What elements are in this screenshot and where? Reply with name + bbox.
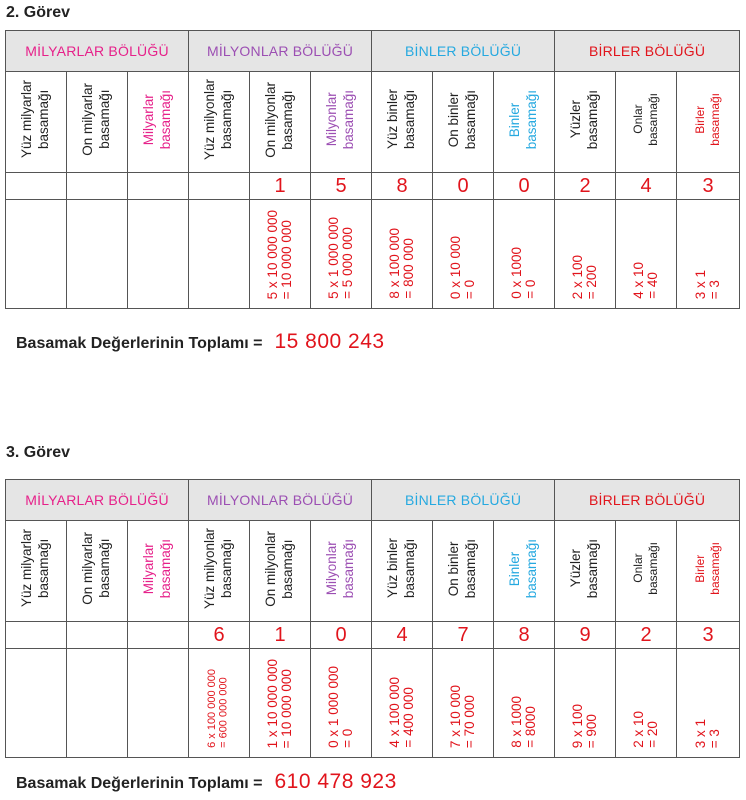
task-3-sum-line bbox=[16, 770, 397, 794]
value-cell bbox=[128, 200, 189, 309]
section-header-milyarlar: MİLYARLAR BÖLÜĞÜ bbox=[6, 480, 189, 521]
digit-cell: 3 bbox=[677, 622, 740, 649]
digit-cell bbox=[128, 622, 189, 649]
place-label-yuz-binler: Yüz binler basamağı bbox=[372, 521, 433, 622]
value-cell: 2 x 10 = 20 bbox=[616, 649, 677, 758]
place-label-on-milyarlar: On milyarlar basamağı bbox=[67, 72, 128, 173]
value-cell: 3 x 1 = 3 bbox=[677, 649, 740, 758]
value-cell: 0 x 10 000 = 0 bbox=[433, 200, 494, 309]
sum-value: 610 478 923 bbox=[274, 770, 397, 793]
place-label-milyarlar: Milyarlar basamağı bbox=[128, 72, 189, 173]
digit-cell: 4 bbox=[372, 622, 433, 649]
place-label-on-milyonlar: On milyonlar basamağı bbox=[250, 72, 311, 173]
sum-label: Basamak Değerlerinin Toplamı = bbox=[16, 335, 263, 352]
value-cell bbox=[67, 649, 128, 758]
digit-cell: 4 bbox=[616, 173, 677, 200]
value-cell: 2 x 100 = 200 bbox=[555, 200, 616, 309]
section-header-binler: BİNLER BÖLÜĞÜ bbox=[372, 480, 555, 521]
value-cell: 0 x 1000 = 0 bbox=[494, 200, 555, 309]
section-header-milyonlar: MİLYONLAR BÖLÜĞÜ bbox=[189, 31, 372, 72]
place-label-milyarlar: Milyarlar basamağı bbox=[128, 521, 189, 622]
digit-cell: 9 bbox=[555, 622, 616, 649]
place-label-onlar: Onlar basamağı bbox=[616, 521, 677, 622]
value-cell bbox=[6, 649, 67, 758]
section-header-birler: BİRLER BÖLÜĞÜ bbox=[555, 480, 740, 521]
value-cell: 8 x 1000 = 8000 bbox=[494, 649, 555, 758]
value-cell: 0 x 1 000 000 = 0 bbox=[311, 649, 372, 758]
digit-cell bbox=[128, 173, 189, 200]
value-cell bbox=[6, 200, 67, 309]
task-2-title: 2. Görev bbox=[6, 4, 71, 21]
place-label-birler: Birler basamağı bbox=[677, 521, 740, 622]
value-cell: 7 x 10 000 = 70 000 bbox=[433, 649, 494, 758]
digit-cell bbox=[189, 173, 250, 200]
digit-cell: 1 bbox=[250, 173, 311, 200]
place-label-binler: Binler basamağı bbox=[494, 521, 555, 622]
task-2-sum-line bbox=[16, 330, 385, 354]
place-label-yuz-milyarlar: Yüz milyarlar basamağı bbox=[6, 521, 67, 622]
digit-cell: 8 bbox=[494, 622, 555, 649]
task-3-title: 3. Görev bbox=[6, 444, 71, 461]
digit-cell: 3 bbox=[677, 173, 740, 200]
value-cell bbox=[189, 200, 250, 309]
place-label-milyonlar: Milyonlar basamağı bbox=[311, 72, 372, 173]
digit-cell: 2 bbox=[555, 173, 616, 200]
sum-label: Basamak Değerlerinin Toplamı = bbox=[16, 775, 263, 792]
section-header-milyarlar: MİLYARLAR BÖLÜĞÜ bbox=[6, 31, 189, 72]
value-cell: 5 x 10 000 000 = 10 000 000 bbox=[250, 200, 311, 309]
task-2-place-value-table bbox=[5, 30, 740, 309]
value-cell: 6 x 100 000 000 = 600 000 000 bbox=[189, 649, 250, 758]
sum-value: 15 800 243 bbox=[274, 330, 385, 353]
place-label-yuzler: Yüzler basamağı bbox=[555, 521, 616, 622]
value-cell: 4 x 10 = 40 bbox=[616, 200, 677, 309]
digit-cell bbox=[6, 173, 67, 200]
place-label-binler: Binler basamağı bbox=[494, 72, 555, 173]
place-label-on-milyarlar: On milyarlar basamağı bbox=[67, 521, 128, 622]
value-cell: 3 x 1 = 3 bbox=[677, 200, 740, 309]
section-header-binler: BİNLER BÖLÜĞÜ bbox=[372, 31, 555, 72]
digit-cell: 7 bbox=[433, 622, 494, 649]
place-label-onlar: Onlar basamağı bbox=[616, 72, 677, 173]
value-cell: 4 x 100 000 = 400 000 bbox=[372, 649, 433, 758]
place-label-yuz-binler: Yüz binler basamağı bbox=[372, 72, 433, 173]
digit-cell bbox=[67, 622, 128, 649]
place-label-yuz-milyarlar: Yüz milyarlar basamağı bbox=[6, 72, 67, 173]
section-header-birler: BİRLER BÖLÜĞÜ bbox=[555, 31, 740, 72]
place-label-on-binler: On binler basamağı bbox=[433, 72, 494, 173]
value-cell: 5 x 1 000 000 = 5 000 000 bbox=[311, 200, 372, 309]
digit-cell: 0 bbox=[433, 173, 494, 200]
value-cell bbox=[128, 649, 189, 758]
digit-cell: 6 bbox=[189, 622, 250, 649]
digit-cell: 8 bbox=[372, 173, 433, 200]
place-label-birler: Birler basamağı bbox=[677, 72, 740, 173]
digit-cell: 2 bbox=[616, 622, 677, 649]
digit-cell bbox=[67, 173, 128, 200]
place-label-milyonlar: Milyonlar basamağı bbox=[311, 521, 372, 622]
value-cell bbox=[67, 200, 128, 309]
value-cell: 9 x 100 = 900 bbox=[555, 649, 616, 758]
value-cell: 8 x 100 000 = 800 000 bbox=[372, 200, 433, 309]
digit-cell bbox=[6, 622, 67, 649]
place-label-yuzler: Yüzler basamağı bbox=[555, 72, 616, 173]
section-header-milyonlar: MİLYONLAR BÖLÜĞÜ bbox=[189, 480, 372, 521]
digit-cell: 1 bbox=[250, 622, 311, 649]
place-label-on-milyonlar: On milyonlar basamağı bbox=[250, 521, 311, 622]
task-3-place-value-table bbox=[5, 479, 740, 758]
digit-cell: 5 bbox=[311, 173, 372, 200]
place-label-yuz-milyonlar: Yüz milyonlar basamağı bbox=[189, 72, 250, 173]
value-cell: 1 x 10 000 000 = 10 000 000 bbox=[250, 649, 311, 758]
place-label-on-binler: On binler basamağı bbox=[433, 521, 494, 622]
digit-cell: 0 bbox=[494, 173, 555, 200]
digit-cell: 0 bbox=[311, 622, 372, 649]
place-label-yuz-milyonlar: Yüz milyonlar basamağı bbox=[189, 521, 250, 622]
